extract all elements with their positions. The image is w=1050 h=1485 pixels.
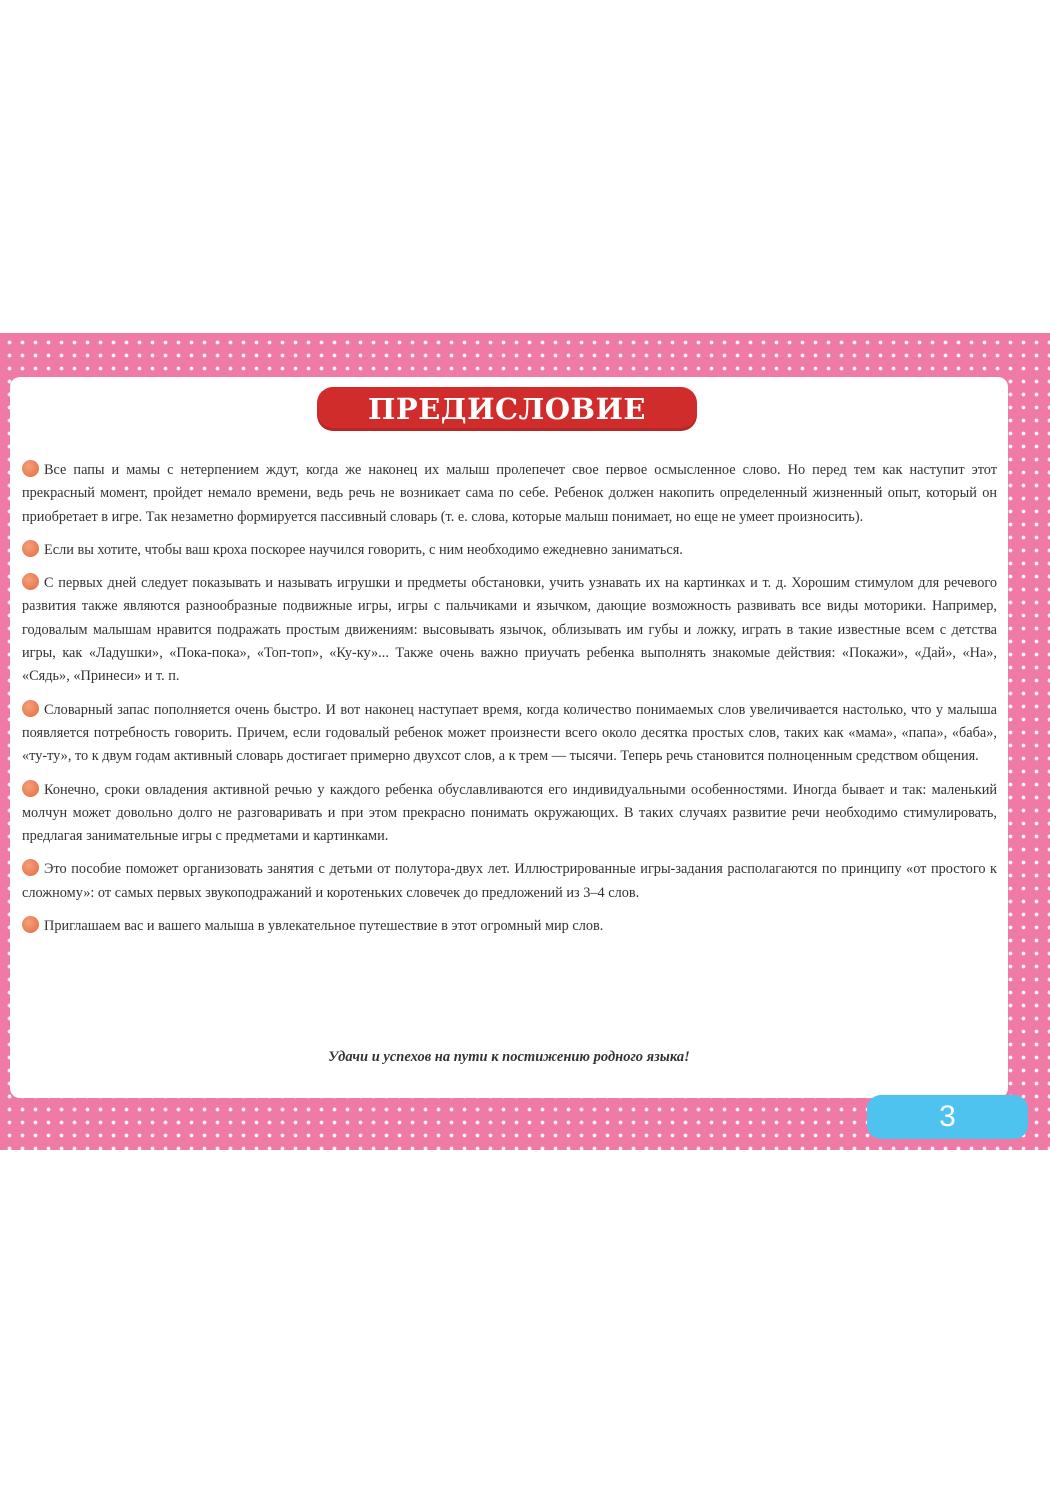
paragraph — [22, 699, 997, 769]
paragraph — [22, 779, 997, 849]
paragraph-text: С первых дней следует показывать и называть игрушки и предметы обстановки, учить узнавать их на картинках и т. д. Хорошим стимулом для речевого развития также являются разнообразные подвижные игры, игры с пальчиками и язычком, дающие возможность развивать все виды моторики. Например, годовалым малышам нравится подражать простым движениям: высовывать язычок, облизывать им губы и ложку, играть в такие известные всем с детства игры, как «Ладушки», «Пока-пока», «Топ-топ», «Ку-ку»... Также очень важно приучать ребенка выполнять знакомые действия: «Покажи», «Дай», «На», «Сядь», «Принеси» и т. п. — [22, 575, 997, 685]
page-title: ПРЕДИСЛОВИЕ — [368, 392, 646, 426]
paragraph-text: Конечно, сроки овладения активной речью у каждого ребенка обуславливаются его индивидуальными особенностями. Иногда бывает и так: маленький молчун может довольно долго не разговаривать и при этом прекрасно понимать окружающих. В таких случаях развитие речи необходимо стимулировать, предлагая занимательные игры с предметами и картинками. — [22, 781, 997, 845]
bullet-icon — [22, 780, 39, 797]
bullet-icon — [22, 916, 39, 933]
paragraph — [22, 858, 997, 905]
paragraph — [22, 539, 997, 562]
page-number: 3 — [939, 1100, 956, 1133]
paragraph — [22, 572, 997, 688]
page-number-tab — [867, 1095, 1028, 1139]
title-plate — [317, 387, 697, 431]
bullet-icon — [22, 859, 39, 876]
paragraph-text: Приглашаем вас и вашего малыша в увлекательное путешествие в этот огромный мир слов. — [44, 918, 604, 935]
bullet-icon — [22, 573, 39, 590]
paragraph-text: Если вы хотите, чтобы ваш кроха поскорее научился говорить, с ним необходимо ежедневно заниматься. — [44, 541, 683, 558]
paragraph — [22, 915, 997, 938]
bullet-icon — [22, 540, 39, 557]
closing-line: Удачи и успехов на пути к постижению родного языка! — [328, 1049, 690, 1065]
paragraph-text: Словарный запас пополняется очень быстро. И вот наконец наступает время, когда количество понимаемых слов увеличивается настолько, что у малыша появляется потребность говорить. Причем, если годовалый ребенок может произнести всего около десятка простых слов, таких как «мама», «папа», «баба», «ту-ту», то к двум годам активный словарь достигает примерно двухсот слов, а к трем — тысячи. Теперь речь становится полноценным средством общения. — [22, 701, 997, 765]
paragraph-text: Все папы и мамы с нетерпением ждут, когда же наконец их малыш пролепечет свое первое осмысленное слово. Но перед тем как наступит этот прекрасный момент, пройдет немало времени, ведь речь не возникает сама по себе. Ребенок должен накопить определенный жизненный опыт, который он приобретает в игре. Так незаметно формируется пассивный словарь (т. е. слова, которые малыш понимает, но еще не умеет произносить). — [22, 462, 997, 525]
preface-text — [22, 459, 997, 948]
paragraph — [22, 459, 997, 529]
bullet-icon — [22, 700, 39, 717]
bullet-icon — [22, 460, 39, 477]
paragraph-text: Это пособие поможет организовать занятия с детьми от полутора-двух лет. Иллюстрированные игры-задания располагаются по принципу «от простого к сложному»: от самых первых звукоподражаний и коротеньких словечек до предложений из 3–4 слов. — [22, 861, 997, 901]
